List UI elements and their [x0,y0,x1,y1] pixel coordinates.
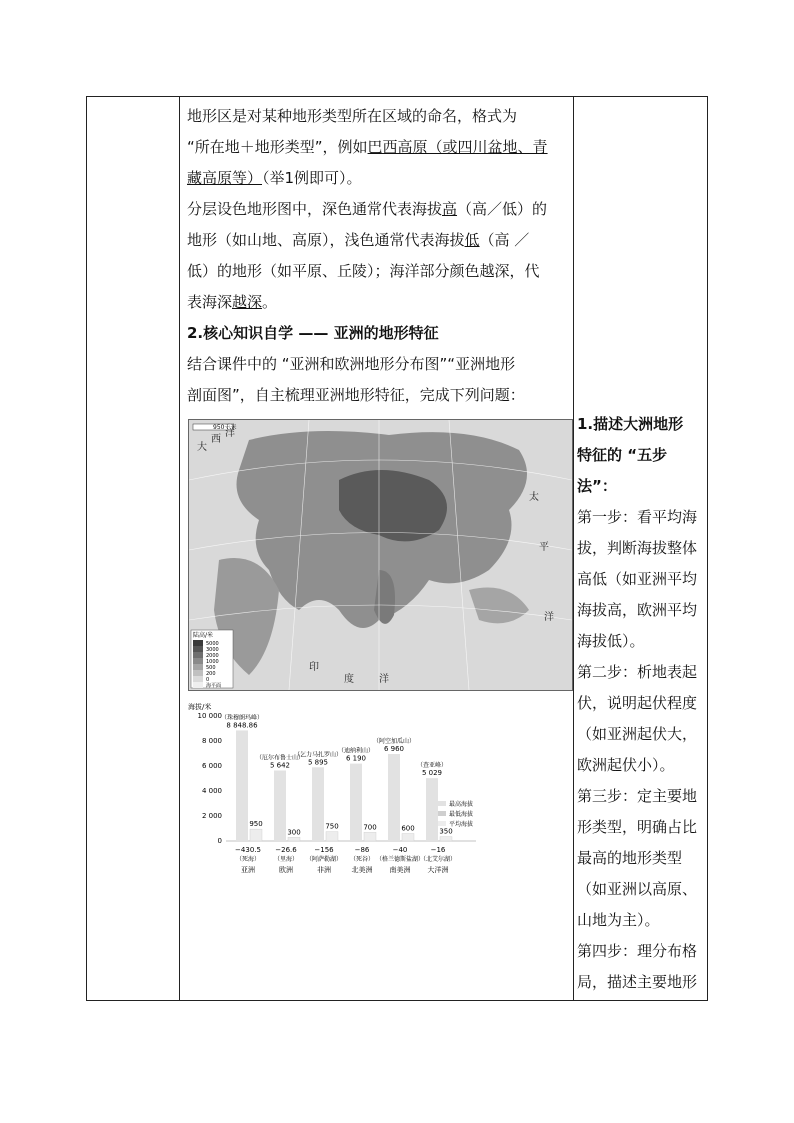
legend-swatch [193,664,203,670]
tip-line: 局，描述主要地形 [577,973,698,991]
svg-text:洋: 洋 [379,674,389,685]
max-place-label: （厄尔布鲁士山） [255,754,305,762]
tip-line: 伏，说明起伏程度 [577,694,698,712]
tip-line: （如亚洲起伏大， [577,725,698,743]
min-place-label: （格兰德斯盐湖） [375,856,425,863]
min-place-label: （死谷） [349,856,375,863]
legend-swatch [438,821,446,826]
min-value-label: −26.6 [275,846,297,854]
max-place-label: （珠穆朗玛峰） [220,714,264,722]
tip-line: 第一步：看平均海 [577,508,698,526]
tip-line: 第三步：定主要地 [577,787,698,805]
category-label: 大洋洲 [427,866,449,874]
column-divider-left [179,97,180,1000]
paragraph-layered-color: 分层设色地形图中，深色通常代表海拔高（高／低）的 地形（如山地、高原），浅色通常代表海拔低（高 ／ 低）的地形（如平原、丘陵）；海洋部分颜色越深，代 表海深越深。 [187,200,548,311]
y-tick-label: 10 000 [197,712,222,720]
legend-swatch [438,811,446,816]
max-value-label: 5 029 [421,769,443,778]
tip-line: 欧洲起伏小）。 [577,756,675,774]
paragraph-landform-naming: 地形区是对某种地形类型所在区域的命名，格式为 “所在地＋地形类型”，例如巴西高原（或四川盆地、青 藏高原等）（举1例即可）。 [187,107,548,187]
max-place-label: （阿空加瓜山） [372,738,416,745]
legend-label: 海平面 [206,683,222,689]
svg-text:洋: 洋 [225,428,235,439]
legend-swatch [193,640,203,646]
svg-text:西: 西 [211,434,221,445]
y-tick-label: 0 [217,837,222,845]
map-scale: 950千米 [213,424,237,431]
svg-text:洋: 洋 [544,612,554,623]
min-value-label: −16 [430,846,446,854]
svg-text:陆高/米: 陆高/米 [193,632,214,639]
svg-text:度: 度 [344,674,354,685]
min-place-label: （北艾尔湖） [419,856,457,863]
elevation-bar-chart [186,701,492,881]
bar-avg-大洋洲 [440,837,452,841]
bar-avg-南美洲 [402,834,414,842]
avg-value-label: 300 [287,828,301,837]
asia-europe-terrain-map [188,419,573,691]
bar-max-非洲 [312,767,324,841]
min-place-label: （里海） [273,856,299,863]
legend-label: 1000 [206,659,219,665]
svg-text:大: 大 [197,442,207,453]
column-divider-right [573,97,574,1000]
legend-swatch [193,658,203,664]
paragraph-task: 结合课件中的 “亚洲和欧洲地形分布图”“亚洲地形 剖面图”，自主梳理亚洲地形特征，完成下列问题： [187,355,525,404]
section-heading: 2.核心知识自学 —— 亚洲的地形特征 [187,324,439,342]
bar-avg-欧洲 [288,837,300,841]
avg-value-label: 750 [325,822,339,831]
bar-max-北美洲 [350,764,362,841]
min-value-label: −40 [392,846,408,854]
max-place-label: （迪纳利山） [337,747,375,755]
category-label: 北美洲 [351,866,373,874]
avg-value-label: 950 [249,820,263,829]
bar-max-南美洲 [388,754,400,841]
max-value-label: 6 960 [383,745,405,753]
legend-swatch [193,652,203,658]
avg-value-label: 700 [363,823,377,832]
category-label: 亚洲 [241,866,255,874]
min-place-label: （死海） [235,856,261,863]
answer-underline: 藏高原等） [187,169,263,187]
bar-avg-非洲 [326,832,338,841]
tip-line: 海拔低）。 [577,632,645,650]
tip-line: 第二步：析地表起 [577,663,698,681]
legend-label: 最低海拔 [449,811,474,818]
legend-swatch [193,670,203,676]
y-tick-label: 8 000 [201,737,222,745]
legend-swatch [193,646,203,652]
min-value-label: −430.5 [235,846,261,854]
tip-line: 最高的地形类型 [577,849,683,867]
y-tick-label: 2 000 [201,812,222,820]
legend-swatch [438,801,446,806]
bar-avg-北美洲 [364,832,376,841]
max-value-label: 6 190 [345,754,367,763]
max-place-label: （查亚峰） [416,762,448,770]
y-axis-label: 海拔/米 [188,703,212,711]
legend-label: 最高海拔 [449,801,474,808]
legend-swatch [193,682,203,688]
min-value-label: −156 [314,846,334,854]
tip-line: 海拔高，欧洲平均 [577,601,698,619]
legend-label: 2000 [206,653,219,659]
bar-avg-亚洲 [250,829,262,841]
content-table [86,96,708,1001]
legend-label: 5000 [206,641,219,647]
min-value-label: −86 [354,846,370,854]
category-label: 非洲 [317,866,331,874]
legend-label: 500 [206,665,216,671]
legend-label: 3000 [206,647,219,653]
avg-value-label: 600 [401,824,415,833]
y-tick-label: 4 000 [201,787,222,795]
category-label: 欧洲 [279,866,293,874]
main-column [187,97,571,411]
tip-line: 拔，判断海拔整体 [577,539,698,557]
tip-line: 山地为主）。 [577,911,660,929]
max-value-label: 5 895 [307,758,329,767]
y-tick-label: 6 000 [201,762,222,770]
tip-line: 形类型，明确占比 [577,818,698,836]
bar-max-欧洲 [274,770,286,841]
answer-underline: 巴西高原（或四川盆地、青 [367,138,548,156]
bar-max-亚洲 [236,730,248,841]
svg-text:印: 印 [309,662,319,673]
avg-value-label: 350 [439,827,453,836]
svg-text:平: 平 [539,542,549,553]
map-legend [191,630,233,689]
tip-line: 第四步：理分布格 [577,942,698,960]
legend-label: 0 [206,677,210,683]
legend-swatch [193,676,203,682]
max-place-label: （乞力马扎罗山） [293,751,343,759]
max-value-label: 8 848.86 [226,721,258,730]
legend-label: 200 [206,671,216,677]
bar-max-大洋洲 [426,778,438,841]
svg-text:太: 太 [529,492,539,503]
tip-line: 高低（如亚洲平均 [577,570,698,588]
min-place-label: （阿萨勒湖） [305,856,343,863]
category-label: 南美洲 [389,866,411,874]
legend-label: 平均海拔 [449,821,474,828]
tip-line: （如亚洲以高原、 [577,880,698,898]
max-value-label: 5 642 [269,761,291,770]
tip-column: 1.描述大洲地形 特征的 “五步 法”： 第一步：看平均海 拔，判断海拔整体 高低（如亚洲平均 海拔高，欧洲平均 海拔低）。 第二步：析地表起 伏，说明起伏程度 （如亚洲起伏大， 欧洲起伏小）。 第三步：定主要地 形类型，明确占比 最高的地形类型 （如亚洲以高原、 山地为主）。 第四步：理分布格 局，描述主要地形 [577,409,703,998]
